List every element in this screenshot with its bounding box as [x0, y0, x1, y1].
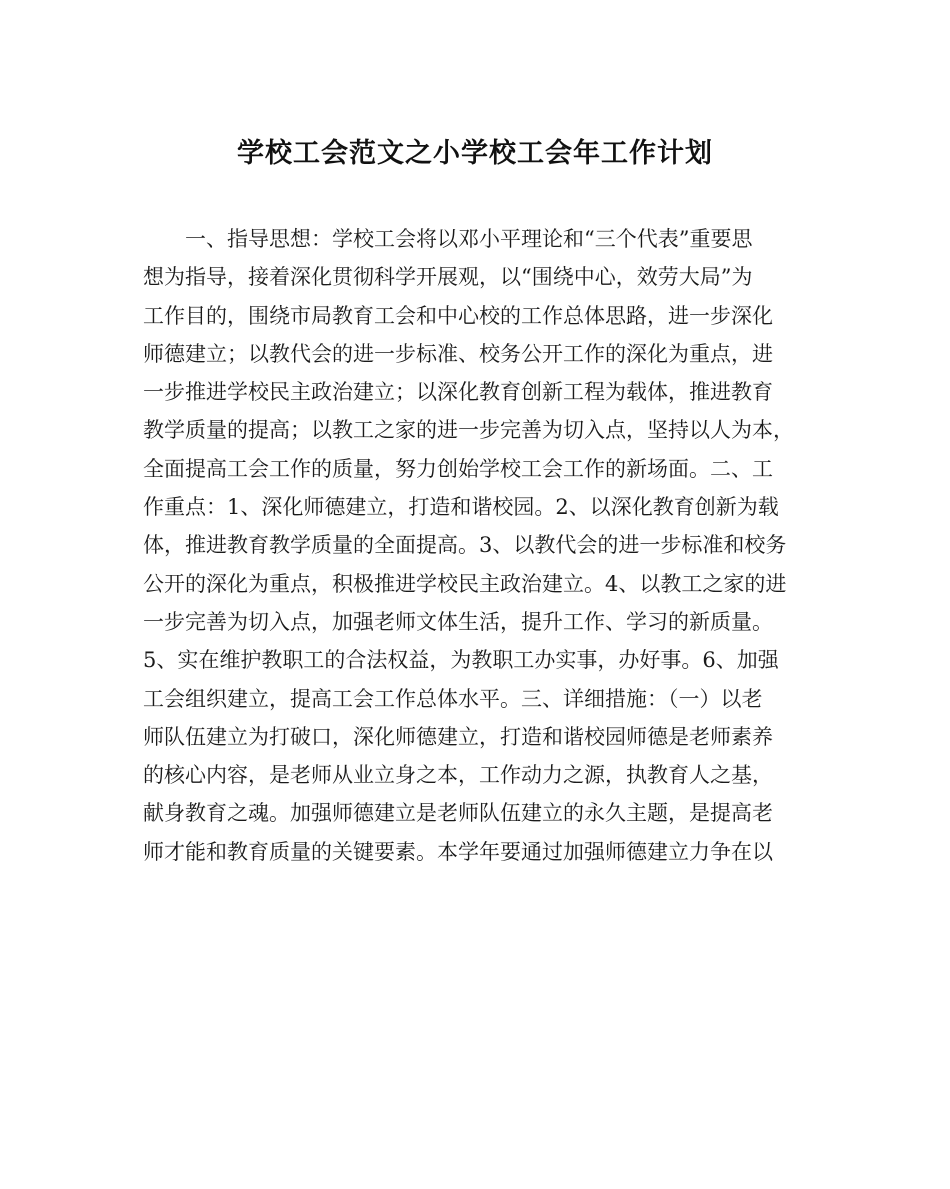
body-line: 工作目的，围绕市局教育工会和中心校的工作总体思路，进一步深化	[143, 303, 773, 328]
body-line: 5、实在维护教职工的合法权益，为教职工办实事，办好事。6、加强	[143, 648, 779, 673]
body-line: 全面提高工会工作的质量，努力创始学校工会工作的新场面。二、工	[143, 456, 773, 481]
body-line: 师德建立；以教代会的进一步标准、校务公开工作的深化为重点，进	[143, 341, 773, 366]
body-line: 献身教育之魂。加强师德建立是老师队伍建立的永久主题，是提高老	[143, 801, 773, 826]
body-line: 工会组织建立，提高工会工作总体水平。三、详细措施：（一）以老	[143, 686, 763, 711]
body-line: 一、指导思想：学校工会将以邓小平理论和“三个代表”重要思	[143, 227, 753, 251]
body-line: 作重点：1、深化师德建立，打造和谐校园。2、以深化教育创新为载	[143, 495, 779, 520]
body-line: 教学质量的提高；以教工之家的进一步完善为切入点，坚持以人为本，	[143, 418, 794, 443]
document-title: 学校工会范文之小学校工会年工作计划	[237, 138, 713, 169]
body-line: 公开的深化为重点，积极推进学校民主政治建立。4、以教工之家的进	[143, 571, 787, 596]
body-line: 的核心内容，是老师从业立身之本，工作动力之源，执教育人之基，	[143, 763, 773, 788]
body-line: 想为指导，接着深化贯彻科学开展观，以“围绕中心，效劳大局”为	[143, 265, 753, 290]
body-line: 一步完善为切入点，加强老师文体生活，提升工作、学习的新质量。	[143, 609, 773, 634]
body-line: 体，推进教育教学质量的全面提高。3、以教代会的进一步标准和校务	[143, 533, 787, 558]
body-line: 师才能和教育质量的关键要素。本学年要通过加强师德建立力争在以	[143, 839, 773, 864]
body-line: 师队伍建立为打破口，深化师德建立，打造和谐校园师德是老师素养	[143, 724, 773, 749]
document-body	[143, 220, 807, 871]
body-line: 一步推进学校民主政治建立；以深化教育创新工程为载体，推进教育	[143, 380, 773, 405]
